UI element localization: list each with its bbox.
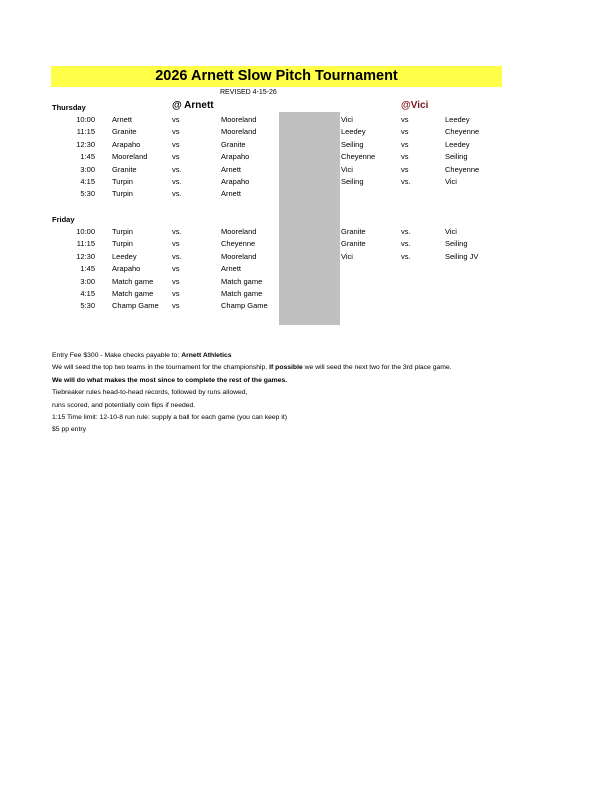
revised-date: REVISED 4-15-26 (220, 89, 277, 96)
team-b: Granite (221, 139, 246, 149)
venue-arnett: @ Arnett (172, 100, 214, 111)
team-c: Vici (341, 115, 353, 124)
versus: vs. (172, 177, 182, 186)
game-row (0, 276, 612, 288)
team-a: Turpin (112, 177, 133, 186)
team-a: Leedey (112, 251, 137, 261)
versus: vs (401, 164, 409, 174)
game-row (0, 176, 612, 188)
versus: vs (401, 139, 409, 149)
versus: vs. (401, 251, 411, 261)
team-c: Seiling (341, 139, 364, 149)
team-c: Granite (341, 227, 366, 236)
payee: Arnett Athletics (181, 352, 232, 359)
versus: vs (172, 264, 180, 274)
versus: vs (401, 115, 409, 124)
seeding-line: We will seed the top two teams in the tournament for the championship. If possible we will seed the next two for the 3rd place game. (52, 364, 452, 372)
team-b: Arapaho (221, 177, 250, 186)
game-time: 11:15 (76, 239, 95, 249)
team-d: Cheyenne (445, 127, 480, 137)
team-a: Turpin (112, 239, 133, 249)
game-row (0, 238, 612, 250)
versus: vs. (401, 227, 411, 236)
team-b: Mooreland (221, 251, 257, 261)
team-d: Cheyenne (445, 164, 480, 174)
versus: vs (172, 115, 180, 124)
team-b: Arapaho (221, 152, 250, 162)
team-d: Vici (445, 227, 457, 236)
team-a: Turpin (112, 189, 133, 199)
team-c: Vici (341, 164, 353, 174)
team-b: Match game (221, 289, 263, 298)
game-time: 1:45 (80, 152, 95, 162)
team-a: Match game (112, 276, 154, 286)
team-c: Vici (341, 251, 353, 261)
team-d: Leedey (445, 139, 470, 149)
game-time: 12:30 (76, 139, 95, 149)
game-row (0, 263, 612, 275)
versus: vs (172, 127, 180, 137)
team-a: Granite (112, 164, 137, 174)
game-row (0, 139, 612, 151)
team-a: Match game (112, 289, 154, 298)
game-time: 5:30 (80, 189, 95, 199)
game-row (0, 188, 612, 200)
team-a: Mooreland (112, 152, 148, 162)
game-time: 10:00 (76, 227, 95, 236)
team-a: Champ Game (112, 301, 159, 311)
team-b: Mooreland (221, 115, 257, 124)
team-a: Arnett (112, 115, 133, 124)
game-time: 1:45 (80, 264, 95, 274)
game-time: 10:00 (76, 115, 95, 124)
versus: vs. (401, 239, 411, 249)
game-time: 5:30 (80, 301, 95, 311)
tiebreaker-line-2: runs scored, and potentially coin flips if needed. (52, 401, 196, 409)
game-row (0, 151, 612, 163)
time-limit-line: 1:15 Time limit: 12-10-8 run rule: supply a ball for each game (you can keep it) (52, 414, 287, 422)
game-time: 4:15 (80, 177, 95, 186)
team-b: Mooreland (221, 127, 257, 137)
team-d: Leedey (445, 115, 470, 124)
versus: vs (172, 289, 180, 298)
team-d: Seiling (445, 239, 468, 249)
notes-section (52, 350, 452, 437)
game-row (0, 164, 612, 176)
game-time: 11:15 (76, 127, 95, 137)
team-d: Seiling (445, 152, 468, 162)
versus: vs (172, 276, 180, 286)
game-time: 3:00 (80, 164, 95, 174)
team-c: Seiling (341, 177, 364, 186)
game-row (0, 114, 612, 126)
team-d: Vici (445, 177, 457, 186)
venue-vici: @Vici (401, 100, 429, 111)
team-a: Granite (112, 127, 137, 137)
game-time: 4:15 (80, 289, 95, 298)
completion-line: We will do what makes the most since to complete the rest of the games. (52, 376, 288, 384)
team-b: Champ Game (221, 301, 268, 311)
page-title: 2026 Arnett Slow Pitch Tournament (155, 68, 398, 84)
day-label-friday: Friday (52, 215, 75, 224)
team-b: Arnett (221, 164, 242, 174)
versus: vs. (401, 177, 411, 186)
versus: vs (172, 152, 180, 162)
team-b: Mooreland (221, 227, 257, 236)
game-row (0, 300, 612, 312)
versus: vs. (172, 227, 182, 236)
versus: vs (172, 301, 180, 311)
team-a: Arapaho (112, 139, 141, 149)
entry-fee-line: Entry Fee $300 - Make checks payable to: Arnett Athletics (52, 352, 232, 359)
game-time: 3:00 (80, 276, 95, 286)
versus: vs (401, 127, 409, 137)
team-c: Cheyenne (341, 152, 376, 162)
versus: vs (172, 139, 180, 149)
pp-entry-line: $5 pp entry (52, 426, 87, 434)
versus: vs. (172, 189, 182, 199)
versus: vs (401, 152, 409, 162)
game-row (0, 126, 612, 138)
game-row (0, 288, 612, 300)
tiebreaker-line-1: Tiebreaker rules head-to-head records, followed by runs allowed, (52, 389, 248, 397)
team-a: Arapaho (112, 264, 141, 274)
team-c: Granite (341, 239, 366, 249)
game-row (0, 251, 612, 263)
team-b: Arnett (221, 264, 242, 274)
team-b: Arnett (221, 189, 242, 199)
versus: vs. (172, 164, 182, 174)
team-b: Match game (221, 276, 263, 286)
team-b: Cheyenne (221, 239, 256, 249)
game-time: 12:30 (76, 251, 95, 261)
team-c: Leedey (341, 127, 366, 137)
game-row (0, 226, 612, 238)
team-a: Turpin (112, 227, 133, 236)
versus: vs (172, 239, 180, 249)
versus: vs. (172, 251, 182, 261)
team-d: Seiling JV (445, 251, 479, 261)
day-label-thursday: Thursday (52, 103, 86, 112)
